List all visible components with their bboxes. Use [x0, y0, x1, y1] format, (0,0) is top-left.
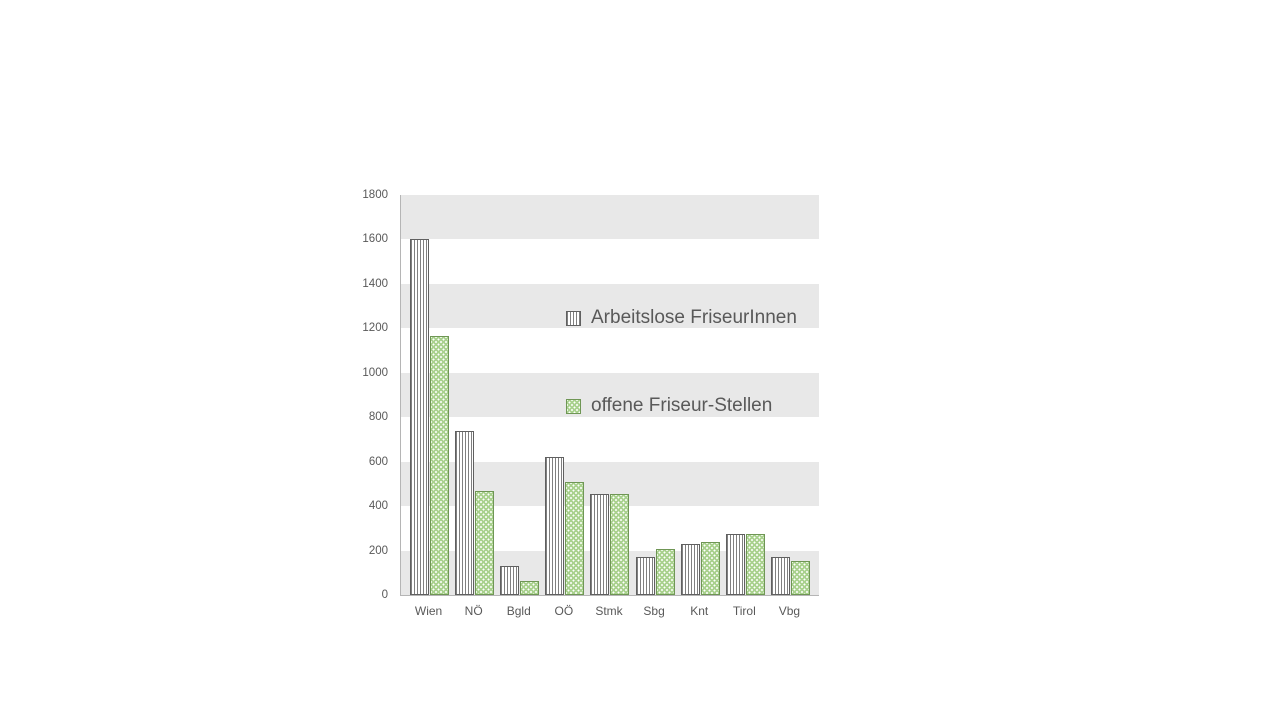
bar-1[interactable]	[681, 544, 700, 595]
bar-1[interactable]	[636, 557, 655, 595]
y-axis-tick-label: 1400	[362, 277, 388, 290]
legend-swatch-icon-series-1	[566, 311, 581, 326]
bar-2[interactable]	[565, 482, 584, 595]
bar-2[interactable]	[701, 542, 720, 595]
bar-1[interactable]	[410, 239, 429, 595]
x-axis-tick-label: Tirol	[732, 604, 756, 618]
bar-2[interactable]	[475, 491, 494, 595]
bar-2[interactable]	[791, 561, 810, 595]
bar-1[interactable]	[590, 494, 609, 595]
bar-1[interactable]	[726, 534, 745, 595]
bar-group	[497, 195, 542, 595]
chart-container	[340, 189, 840, 645]
y-axis-tick-label: 600	[368, 455, 388, 468]
plot-wrapper	[340, 189, 840, 645]
y-axis-tick-label: 1200	[362, 322, 388, 335]
x-axis-tick-label: Wien	[414, 604, 443, 618]
bar-group	[768, 195, 813, 595]
bar-1[interactable]	[771, 557, 790, 595]
y-axis-tick-label: 200	[368, 544, 388, 557]
x-axis-tick-label: Stmk	[595, 604, 623, 618]
y-axis-tick-label: 0	[381, 589, 388, 601]
bar-2[interactable]	[430, 336, 449, 595]
bar-1[interactable]	[500, 566, 519, 595]
y-axis	[340, 189, 394, 601]
x-axis-tick-label: Sbg	[643, 604, 665, 618]
legend-label-series-1: Arbeitslose FriseurInnen	[591, 307, 797, 328]
x-axis	[400, 598, 818, 618]
bar-2[interactable]	[656, 549, 675, 595]
y-axis-tick-label: 800	[368, 411, 388, 424]
y-axis-tick-label: 400	[368, 500, 388, 513]
bar-1[interactable]	[455, 431, 474, 595]
y-axis-tick-label: 1600	[362, 233, 388, 246]
bar-group	[452, 195, 497, 595]
x-axis-tick-label: Vbg	[778, 604, 801, 618]
legend-entry-series-2[interactable]	[566, 395, 772, 417]
bar-group	[407, 195, 452, 595]
bar-1[interactable]	[545, 457, 564, 595]
legend-swatch-icon-series-2	[566, 399, 581, 414]
x-axis-tick-label: Knt	[690, 604, 709, 618]
y-axis-tick-label: 1800	[362, 189, 388, 201]
bar-2[interactable]	[746, 534, 765, 595]
bar-2[interactable]	[610, 494, 629, 595]
y-axis-tick-label: 1000	[362, 366, 388, 379]
legend-entry-series-1[interactable]	[566, 307, 797, 329]
x-axis-tick-label: NÖ	[464, 604, 483, 618]
legend-label-series-2: offene Friseur-Stellen	[591, 395, 773, 416]
bar-2[interactable]	[520, 581, 539, 595]
x-axis-tick-label: OÖ	[554, 604, 574, 618]
x-axis-tick-label: Bgld	[506, 604, 531, 618]
plot-area	[400, 195, 819, 596]
